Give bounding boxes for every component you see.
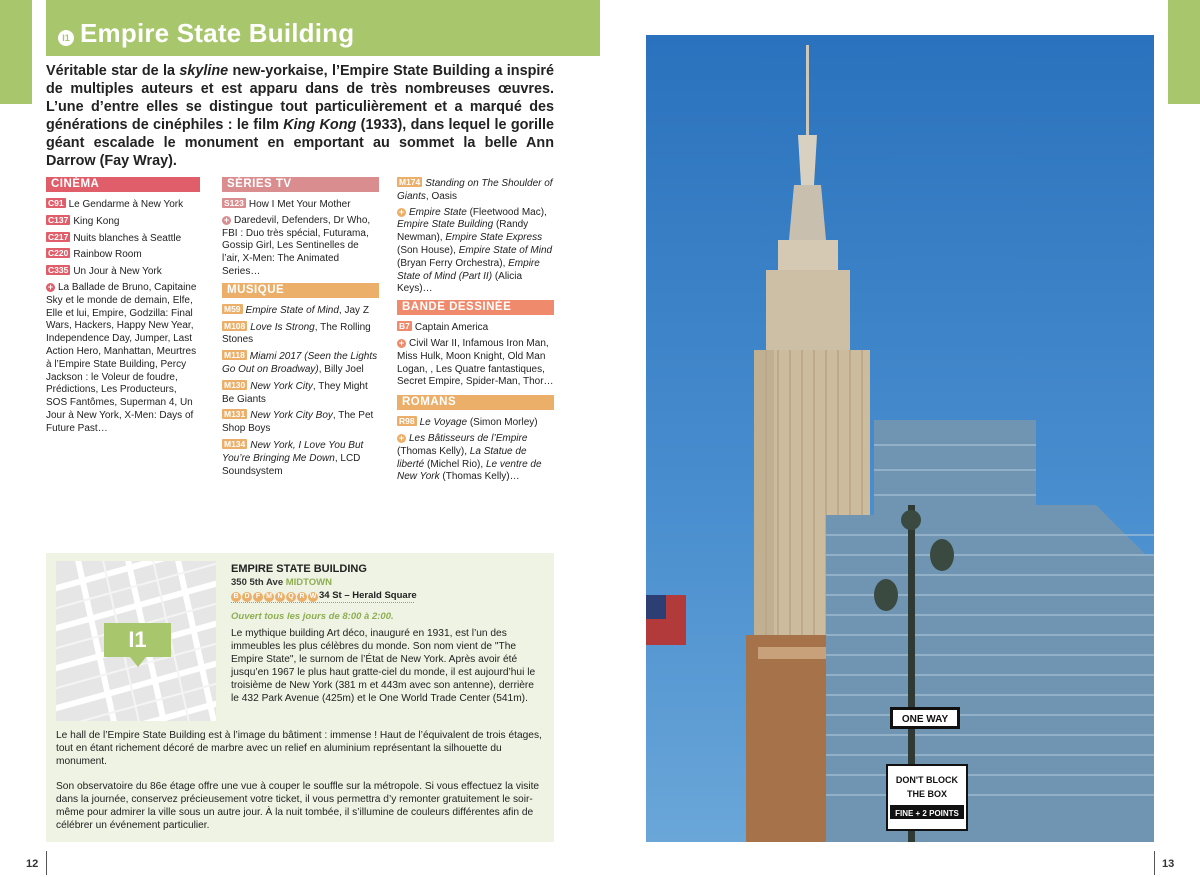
work-credit: (Fleetwood Mac),	[466, 206, 547, 218]
romans-heading: ROMANS	[397, 395, 554, 410]
info-box	[46, 553, 554, 842]
item-artist: , The Pet Shop Boys	[222, 410, 374, 435]
work-credit: (Bryan Ferry Orchestra),	[397, 257, 509, 269]
work-credit: (Son House),	[397, 244, 459, 256]
page-title: Empire State Building	[80, 18, 355, 48]
item-text: King Kong	[73, 215, 120, 227]
plus-icon: +	[223, 214, 230, 225]
opening-hours: Ouvert tous les jours de 8:00 à 2:00.	[231, 611, 394, 622]
empire-state-photo	[646, 35, 1154, 842]
list-item	[46, 265, 200, 279]
series-list	[222, 198, 379, 212]
item-title: Love Is Strong	[250, 321, 315, 333]
work-credit: (Michel Rio),	[424, 458, 486, 470]
series-heading: SÉRIES TV	[222, 177, 379, 192]
item-text: Le Gendarme à New York	[68, 199, 184, 210]
item-artist: , They Might Be Giants	[222, 380, 368, 405]
item-title: New York City Boy	[250, 410, 333, 422]
item-title: Standing on The Shoulder of Giants	[397, 178, 553, 202]
list-item	[46, 248, 200, 262]
metro-lines	[231, 590, 417, 602]
musique-heading: MUSIQUE	[222, 283, 379, 298]
metro-line-icon: D	[242, 592, 252, 602]
bd-heading: BANDE DESSINÉE	[397, 300, 554, 315]
plus-icon: +	[398, 432, 405, 443]
cinema-more: + La Ballade de Bruno, Capitaine Sky et le monde de demain, Elfe, Elle et lui, Empire, Godzilla: Final Wars, Hackers, Happy New Year, Independence Day, Jumper, Last Action Hero, Manhattan, Meurtres à l’Empire State Building, Percy Jackson : le Voleur de foudre, Prédictions, Les Producteurs, SOS Fantômes, Superman 4, Un Jour à New York, X-Men: Days of Future Past…	[46, 281, 197, 434]
item-text: Un Jour à New York	[73, 266, 162, 278]
item-code: M130	[224, 379, 246, 390]
dont-block-sign-2: THE BOX	[906, 789, 948, 799]
left-page-tab	[0, 0, 32, 104]
plus-icon: +	[398, 206, 405, 217]
work-title: Empire State Express	[445, 232, 543, 244]
right-page-tab	[1168, 0, 1200, 104]
page-number-right: 13	[1162, 858, 1175, 870]
one-way-sign: ONE WAY	[901, 714, 949, 725]
item-artist: , The Rolling Stones	[222, 321, 371, 346]
item-title: Empire State of Mind	[245, 304, 339, 316]
bd-list	[397, 321, 554, 335]
work-title: Le ventre de New York	[397, 458, 542, 483]
item-text: Rainbow Room	[73, 249, 142, 261]
map-pin-icon	[130, 657, 146, 667]
list-item	[222, 409, 379, 436]
page-divider-right	[1154, 851, 1155, 875]
photo-illustration	[646, 35, 1154, 842]
bd-more: + Civil War II, Infamous Iron Man, Miss Hulk, Moon Knight, Old Man Logan, , Les Quatre fantastiques, Secret Empire, Spider-Man, Thor…	[397, 337, 554, 388]
work-title: Les Bâtisseurs de l’Empire	[409, 432, 528, 444]
list-item	[397, 177, 554, 204]
list-item	[397, 321, 554, 335]
romans-item: R98 Le Voyage (Simon Morley)	[399, 416, 538, 429]
musique-list	[222, 304, 379, 479]
item-code: C91	[48, 198, 64, 208]
item-text: Nuits blanches à Seattle	[73, 232, 182, 244]
metro-line-icon: B	[231, 592, 241, 602]
dont-block-sign-3: FINE + 2 POINTS	[895, 809, 959, 818]
item-title: New York City	[250, 380, 313, 392]
item-code: M131	[224, 409, 246, 420]
musique-more	[397, 207, 554, 297]
info-address: 350 5th Ave MIDTOWN	[231, 577, 333, 588]
list-item	[46, 215, 200, 229]
dont-block-sign-1: DON'T BLOCK	[895, 775, 959, 785]
work-title: Empire State	[409, 206, 467, 218]
cinema-list	[46, 198, 200, 279]
page-divider-left	[46, 851, 47, 875]
item-artist: , Jay Z	[338, 304, 369, 316]
info-title: EMPIRE STATE BUILDING	[231, 563, 367, 575]
item-code: C220	[48, 248, 69, 259]
work-title: Empire State of Mind (Part II)	[397, 257, 540, 282]
item-artist: , Oasis	[425, 190, 458, 202]
metro-line-icon: Q	[286, 592, 296, 602]
series-more: + Daredevil, Defenders, Dr Who, FBI : Duo très spécial, Futurama, Gossip Girl, Les Sentinelles de l’air, X-Men: The Animated Series…	[222, 214, 371, 277]
item-code: C137	[48, 214, 69, 225]
item-text: Captain America	[414, 322, 489, 334]
cinema-heading: CINÉMA	[46, 177, 200, 192]
list-item	[46, 232, 200, 246]
item-code: M174	[399, 177, 421, 187]
cinema-column	[46, 177, 200, 439]
work-credit: (Alicia Keys)…	[397, 270, 523, 295]
list-item	[222, 439, 379, 478]
item-text: How I Met Your Mother	[248, 199, 351, 210]
metro-line-icon: N	[275, 592, 285, 602]
item-code: B7	[399, 321, 410, 332]
list-item	[222, 350, 379, 377]
item-code: S123	[224, 198, 244, 208]
map-marker[interactable]: I1	[104, 623, 171, 657]
work-title: La Statue de liberté	[397, 445, 527, 470]
list-item	[222, 304, 379, 318]
neighborhood: MIDTOWN	[285, 577, 333, 588]
work-title: Empire State of Mind	[458, 244, 553, 256]
item-code: M134	[224, 438, 246, 449]
page-number-left: 12	[26, 858, 39, 870]
list-item	[46, 198, 200, 212]
item-code: M118	[224, 350, 245, 361]
list-item	[222, 321, 379, 348]
item-title: Miami 2017 (Seen the Lights Go Out on Broadway)	[222, 351, 378, 375]
plus-icon: +	[398, 337, 405, 348]
location-badge: I1	[58, 30, 74, 46]
item-artist: , Billy Joel	[318, 363, 364, 375]
dotted-divider	[231, 602, 414, 603]
item-title: New York, I Love You But You’re Bringing Me Down	[222, 439, 364, 464]
item-code: M108	[224, 320, 246, 331]
info-paragraph-3: Son observatoire du 86e étage offre une vue à couper le souffle sur la métropole. Si vous effectuez la visite dans la journée, conservez précieusement votre ticket, il vous permettra d’y remonter gratuitement le soir-même pour admirer la ville sous un autre jour. À la nuit tombée, il s’illumine de couleurs différentes afin de célébrer un événement particulier.	[56, 781, 540, 831]
item-code: M59	[224, 303, 241, 314]
musique-list-continued	[397, 177, 554, 204]
work-credit: (Thomas Kelly),	[397, 445, 470, 457]
work-title: Empire State Building	[397, 219, 494, 231]
metro-line-icon: W	[309, 593, 317, 600]
metro-line-icon: F	[253, 592, 263, 602]
info-paragraph-1: Le mythique building Art déco, inauguré en 1931, est l’un des immeubles les plus célèbres du monde. Son nom vient de "The Empire State", le surnom de l’État de New York. Après avoir été jusqu’en 1967 le plus haut gratte-ciel du monde, il est aujourd’hui le troisième de New York (381 m et 443m avec son antenne), derrière le 432 Park Avenue (425m) et le One World Trade Center (541m).	[231, 628, 536, 704]
list-item	[222, 380, 379, 407]
music-bd-romans-column	[397, 177, 554, 487]
item-code: C335	[48, 265, 69, 276]
metro-line-icon: M	[264, 592, 274, 602]
work-credit: (Thomas Kelly)…	[439, 471, 520, 483]
series-music-column	[222, 177, 379, 481]
intro-paragraph: Véritable star de la skyline new-yorkaise, l’Empire State Building a inspiré de multiples auteurs et est apparu dans de très nombreuses œuvres. L’une d’entre elles se distingue tout particulièrement et a marqué des générations de cinéphiles : le film King Kong (1933), dans lequel le gorille géant escalade le monument en emportant au sommet la belle Ann Darrow (Fay Wray).	[46, 63, 555, 169]
metro-line-icon: R	[297, 592, 307, 602]
list-item	[222, 198, 379, 212]
plus-icon: +	[47, 281, 54, 292]
work-credit: (Randy Newman),	[397, 219, 529, 244]
item-artist: , LCD Soundsystem	[222, 452, 361, 477]
section-header	[46, 0, 600, 56]
romans-more	[397, 433, 554, 484]
location-map[interactable]	[56, 561, 216, 721]
metro-station: 34 St – Herald Square	[319, 590, 417, 601]
info-paragraph-2: Le hall de l’Empire State Building est à l’image du bâtiment : immense ! Haut de l’équivalent de trois étages, tout en étant richement décoré de marbre avec un relief en aluminium représentant la silhouette du monument.	[56, 730, 542, 767]
item-code: C217	[48, 231, 69, 242]
